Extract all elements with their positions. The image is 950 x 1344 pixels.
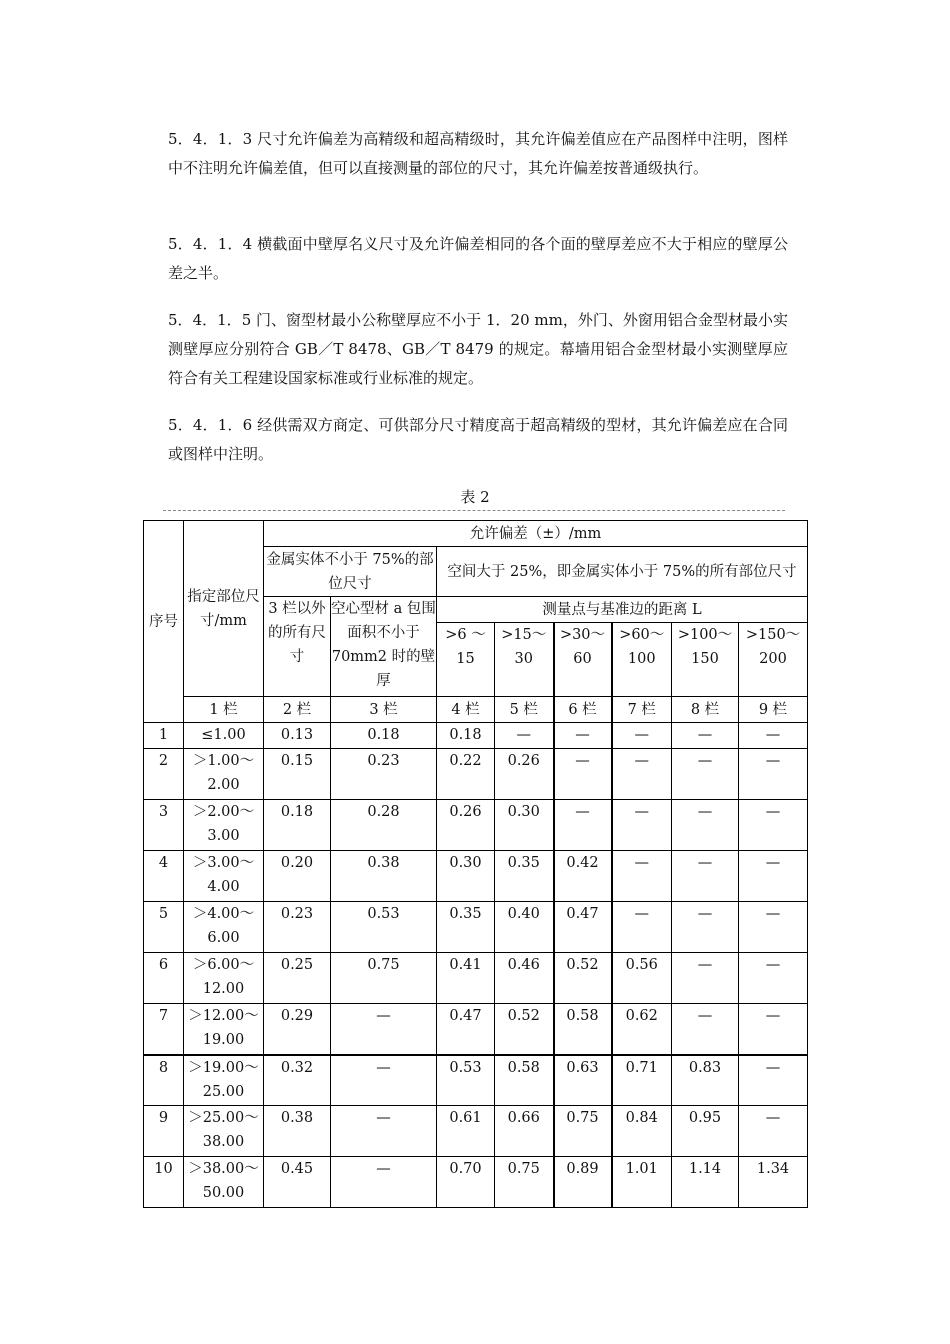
tolerance-cell: 0.35 — [437, 902, 495, 953]
header-spec: 指定部位尺寸/mm — [184, 521, 264, 697]
tolerance-cell: — — [739, 902, 808, 953]
tolerance-cell: — — [739, 749, 808, 800]
tolerance-cell: — — [672, 902, 739, 953]
table-row — [144, 851, 808, 902]
tolerance-cell: 0.61 — [437, 1106, 495, 1157]
header-range: >6 ～15 — [437, 623, 495, 697]
tolerance-cell: 0.62 — [612, 1004, 672, 1055]
column-label: 3 栏 — [331, 697, 437, 723]
tolerance-cell: 0.52 — [495, 1004, 554, 1055]
tolerance-cell: 0.18 — [437, 723, 495, 749]
tolerance-cell: 0.46 — [495, 953, 554, 1004]
tolerance-cell: — — [739, 1055, 808, 1106]
spec-range: ＞2.00～3.00 — [184, 800, 264, 851]
spec-range: ＞12.00～19.00 — [184, 1004, 264, 1055]
tolerance-cell: 0.75 — [495, 1157, 554, 1208]
tolerance-cell: 0.56 — [612, 953, 672, 1004]
column-label: 8 栏 — [672, 697, 739, 723]
tolerance-cell: — — [739, 1106, 808, 1157]
header-range: >15～30 — [495, 623, 554, 697]
column-label: 4 栏 — [437, 697, 495, 723]
tolerance-cell: 0.53 — [437, 1055, 495, 1106]
row-number: 9 — [144, 1106, 184, 1157]
header-distance: 测量点与基准边的距离 L — [437, 597, 808, 623]
tolerance-cell: — — [612, 902, 672, 953]
tolerance-cell: 0.84 — [612, 1106, 672, 1157]
tolerance-cell: 0.29 — [264, 1004, 331, 1055]
tolerance-cell: — — [331, 1157, 437, 1208]
tolerance-cell: 0.13 — [264, 723, 331, 749]
tolerance-cell: 1.34 — [739, 1157, 808, 1208]
row-number: 10 — [144, 1157, 184, 1208]
header-range: >100～150 — [672, 623, 739, 697]
header-range: >60～100 — [612, 623, 672, 697]
tolerance-cell: — — [612, 800, 672, 851]
tolerance-cell: 0.30 — [437, 851, 495, 902]
paragraph-5-4-1-6: 5．4．1．6 经供需双方商定、可供部分尺寸精度高于超高精级的型材，其允许偏差应在合同或图样中注明。 — [168, 416, 788, 463]
tolerance-cell: — — [672, 800, 739, 851]
tolerance-cell: — — [554, 723, 612, 749]
table-row — [144, 953, 808, 1004]
tolerance-cell: 0.26 — [495, 749, 554, 800]
tolerance-cell: 0.47 — [437, 1004, 495, 1055]
tolerance-cell: 0.41 — [437, 953, 495, 1004]
tolerance-cell: 0.83 — [672, 1055, 739, 1106]
header-col2: 3 栏以外的所有尺寸 — [264, 597, 331, 697]
tolerance-cell: — — [672, 851, 739, 902]
dashed-divider — [163, 510, 785, 511]
tolerance-cell: 0.42 — [554, 851, 612, 902]
tolerance-cell: 0.38 — [331, 851, 437, 902]
row-number: 8 — [144, 1055, 184, 1106]
spec-range: ＞6.00～12.00 — [184, 953, 264, 1004]
table-row — [144, 749, 808, 800]
tolerance-cell: 0.38 — [264, 1106, 331, 1157]
paragraph-5-4-1-3: 5．4．1．3 尺寸允许偏差为高精级和超高精级时，其允许偏差值应在产品图样中注明，图样中不注明允许偏差值，但可以直接测量的部位的尺寸，其允许偏差按普通级执行。 — [168, 130, 788, 177]
tolerance-cell: 0.58 — [495, 1055, 554, 1106]
header-range: >30～60 — [554, 623, 612, 697]
tolerance-cell: 0.63 — [554, 1055, 612, 1106]
tolerance-cell: — — [672, 749, 739, 800]
tolerance-cell: 0.28 — [331, 800, 437, 851]
tolerance-cell: — — [554, 749, 612, 800]
column-label: 2 栏 — [264, 697, 331, 723]
tolerance-cell: 1.01 — [612, 1157, 672, 1208]
tolerance-cell: — — [739, 800, 808, 851]
spec-range: ≤1.00 — [184, 723, 264, 749]
header-metal: 金属实体不小于 75%的部位尺寸 — [264, 547, 437, 597]
tolerance-cell: 0.75 — [554, 1106, 612, 1157]
row-number: 7 — [144, 1004, 184, 1055]
spec-range: ＞38.00～50.00 — [184, 1157, 264, 1208]
spec-range: ＞19.00～25.00 — [184, 1055, 264, 1106]
tolerance-cell: 0.66 — [495, 1106, 554, 1157]
table-row — [144, 1157, 808, 1208]
tolerance-cell: 0.45 — [264, 1157, 331, 1208]
tolerance-cell: 0.18 — [264, 800, 331, 851]
tolerance-cell: 0.35 — [495, 851, 554, 902]
header-space: 空间大于 25%，即金属实体小于 75%的所有部位尺寸 — [437, 547, 808, 597]
table-row — [144, 1106, 808, 1157]
paragraph-5-4-1-4: 5．4．1．4 横截面中壁厚名义尺寸及允许偏差相同的各个面的壁厚差应不大于相应的壁厚公差之半。 — [168, 235, 788, 282]
row-number: 1 — [144, 723, 184, 749]
tolerance-cell: 0.71 — [612, 1055, 672, 1106]
tolerance-cell: — — [672, 723, 739, 749]
tolerance-cell: 0.52 — [554, 953, 612, 1004]
tolerance-cell: — — [612, 749, 672, 800]
tolerance-cell: 0.32 — [264, 1055, 331, 1106]
table-row — [144, 1055, 808, 1106]
tolerance-cell: 0.23 — [264, 902, 331, 953]
header-range: >150～200 — [739, 623, 808, 697]
tolerance-cell: 0.95 — [672, 1106, 739, 1157]
tolerance-cell: — — [331, 1004, 437, 1055]
table-row — [144, 1004, 808, 1055]
row-number: 2 — [144, 749, 184, 800]
table-row — [144, 902, 808, 953]
row-number: 3 — [144, 800, 184, 851]
tolerance-cell: 0.70 — [437, 1157, 495, 1208]
header-col3: 空心型材 a 包围面积不小于 70mm2 时的壁厚 — [331, 597, 437, 697]
tolerance-cell: 0.58 — [554, 1004, 612, 1055]
tolerance-cell: — — [672, 1004, 739, 1055]
tolerance-cell: — — [739, 723, 808, 749]
table-caption: 表 2 — [460, 488, 490, 506]
header-seq: 序号 — [144, 521, 184, 723]
tolerance-cell: — — [495, 723, 554, 749]
spec-range: ＞4.00～6.00 — [184, 902, 264, 953]
header-tolerance: 允许偏差（±）/mm — [264, 521, 808, 547]
tolerance-cell: — — [672, 953, 739, 1004]
column-label: 7 栏 — [612, 697, 672, 723]
column-label: 6 栏 — [554, 697, 612, 723]
tolerance-cell: — — [612, 723, 672, 749]
tolerance-cell: — — [612, 851, 672, 902]
tolerance-cell: 0.40 — [495, 902, 554, 953]
column-label: 5 栏 — [495, 697, 554, 723]
paragraph-5-4-1-5: 5．4．1．5 门、窗型材最小公称壁厚应不小于 1．20 mm，外门、外窗用铝合金型材最小实测壁厚应分别符合 GB／T 8478、GB／T 8479 的规定。幕墙用铝合金型材最小实测壁厚应符合有关工程建设国家标准或行业标准的规定。 — [168, 311, 788, 387]
tolerance-cell: 0.53 — [331, 902, 437, 953]
tolerance-cell: 0.20 — [264, 851, 331, 902]
row-number: 5 — [144, 902, 184, 953]
tolerance-cell: 0.26 — [437, 800, 495, 851]
column-label: 9 栏 — [739, 697, 808, 723]
table-row — [144, 800, 808, 851]
tolerance-table — [143, 520, 808, 1208]
tolerance-cell: — — [331, 1055, 437, 1106]
tolerance-cell: — — [554, 800, 612, 851]
tolerance-cell: — — [739, 953, 808, 1004]
column-label: 1 栏 — [184, 697, 264, 723]
table-row — [144, 723, 808, 749]
tolerance-cell: 0.23 — [331, 749, 437, 800]
tolerance-cell: 0.47 — [554, 902, 612, 953]
row-number: 6 — [144, 953, 184, 1004]
spec-range: ＞1.00～2.00 — [184, 749, 264, 800]
tolerance-cell: 0.75 — [331, 953, 437, 1004]
tolerance-cell: 0.22 — [437, 749, 495, 800]
spec-range: ＞3.00～4.00 — [184, 851, 264, 902]
tolerance-cell: 1.14 — [672, 1157, 739, 1208]
row-number: 4 — [144, 851, 184, 902]
tolerance-cell: 0.15 — [264, 749, 331, 800]
tolerance-cell: 0.25 — [264, 953, 331, 1004]
tolerance-cell: 0.18 — [331, 723, 437, 749]
tolerance-cell: — — [331, 1106, 437, 1157]
tolerance-cell: — — [739, 1004, 808, 1055]
tolerance-cell: — — [739, 851, 808, 902]
spec-range: ＞25.00～38.00 — [184, 1106, 264, 1157]
tolerance-cell: 0.89 — [554, 1157, 612, 1208]
tolerance-cell: 0.30 — [495, 800, 554, 851]
